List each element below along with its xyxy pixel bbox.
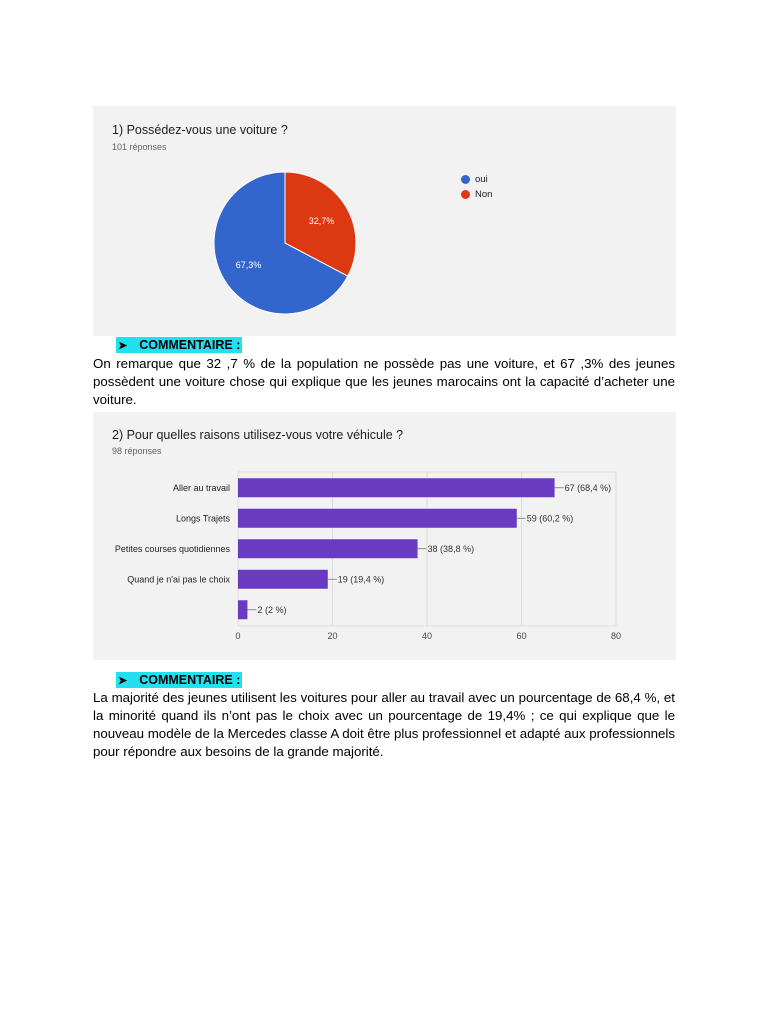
- x-tick-label: 60: [516, 631, 527, 641]
- comment-heading-1-label: COMMENTAIRE :: [139, 338, 241, 352]
- comment-text-2: La majorité des jeunes utilisent les voitures pour aller au travail avec un pourcentage de 68,4 %, et la minorité quand ils n’ont pas le choix avec un pourcentage de 19,4% ; ce qui explique que le nouveau modèle de la Mercedes classe A doit être plus professionnel et adapté aux professionnels pour répondre aux besoins de la grande majorité.: [93, 690, 675, 759]
- category-label: Aller au travail: [172, 482, 230, 493]
- bar-chart: [93, 412, 676, 660]
- pie-label-oui: 67,3%: [235, 260, 262, 271]
- legend-dot-oui: [461, 175, 470, 184]
- x-tick-label: 20: [327, 631, 338, 641]
- pie-chart-panel: [93, 106, 676, 336]
- data-label: 19 (19,4 %): [337, 574, 385, 585]
- bar: [238, 570, 328, 589]
- legend-item-non: [461, 189, 492, 200]
- category-label: Petites courses quotidiennes: [114, 543, 230, 554]
- arrow-bullet-icon: ➤: [118, 340, 128, 352]
- comment-text-1: On remarque que 32 ,7 % de la population ne possède pas une voiture, et 67 ,3% des jeunes possèdent une voiture chose qui explique que les jeunes marocains ont la capacité d’acheter une voiture.: [93, 356, 675, 407]
- data-label: 38 (38,8 %): [427, 543, 475, 554]
- x-tick-label: 40: [421, 631, 433, 641]
- legend-item-oui: [461, 174, 488, 185]
- bar-chart-panel: [93, 412, 676, 660]
- bar: [238, 600, 247, 619]
- comment-heading-2-label: COMMENTAIRE :: [139, 673, 241, 687]
- bar: [238, 478, 555, 497]
- category-label: Longs Trajets: [175, 513, 230, 524]
- data-label: 59 (60,2 %): [526, 513, 574, 524]
- legend-dot-non: [461, 190, 470, 199]
- x-tick-label: 80: [610, 631, 622, 641]
- data-label: 67 (68,4 %): [564, 482, 612, 493]
- question-2-response-count: 98 réponses: [112, 446, 162, 456]
- comment-heading-1: [116, 337, 242, 353]
- legend-label-oui: oui: [475, 174, 488, 185]
- bar: [238, 539, 418, 558]
- comment-heading-2: [116, 672, 242, 688]
- bar: [238, 509, 517, 528]
- arrow-bullet-icon: ➤: [118, 675, 128, 687]
- pie-chart: [93, 106, 676, 336]
- question-2-title: 2) Pour quelles raisons utilisez-vous votre véhicule ?: [112, 428, 404, 442]
- pie-label-non: 32,7%: [308, 215, 335, 226]
- data-label: 2 (2 %): [257, 604, 287, 615]
- x-tick-label: 0: [235, 631, 241, 641]
- question-1-title: 1) Possédez-vous une voiture ?: [112, 123, 288, 137]
- category-label: Quand je n'ai pas le choix: [127, 574, 230, 585]
- question-1-response-count: 101 réponses: [112, 142, 167, 152]
- legend-label-non: Non: [475, 189, 493, 200]
